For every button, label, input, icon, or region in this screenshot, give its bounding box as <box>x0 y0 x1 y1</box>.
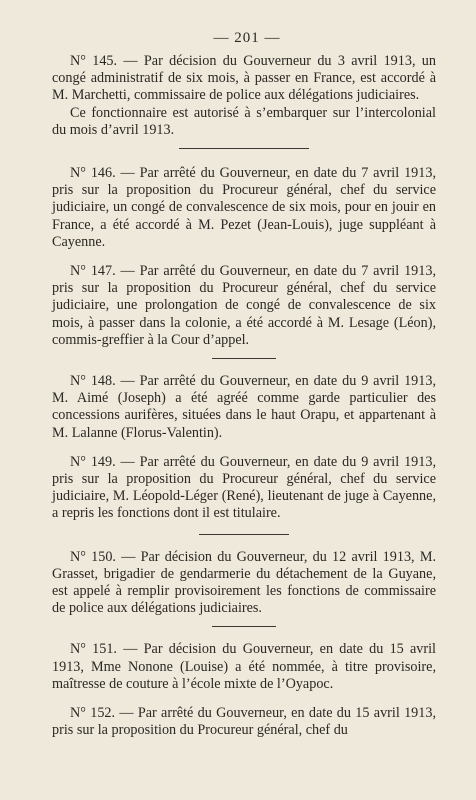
section-divider <box>212 358 276 359</box>
entry-148-paragraph: N° 148. — Par arrêté du Gouverneur, en date du 9 avril 1913, M. Aimé (Joseph) a été agréé comme garde particulier des concessions aurifères, situées dans le haut Orapu, et appartenant à M. Lalanne (Florus-Valentin). <box>52 373 436 441</box>
entry-152-paragraph: N° 152. — Par arrêté du Gouverneur, en date du 15 avril 1913, pris sur la proposition du Procureur général, chef du <box>52 705 436 739</box>
page-number: — 201 — <box>213 30 281 46</box>
entry-150-paragraph: N° 150. — Par décision du Gouverneur, du 12 avril 1913, M. Grasset, brigadier de gendarmerie du détachement de la Guyane, est appelé à remplir provisoirement les fonctions de commissaire de police aux délégations judiciaires. <box>52 548 436 617</box>
section-divider <box>179 148 309 149</box>
spacer <box>52 251 436 263</box>
entry-149-paragraph: N° 149. — Par arrêté du Gouverneur, en date du 9 avril 1913, pris sur la proposition du Procureur général, chef du service judiciaire, M. Léopold-Léger (René), lieutenant de juge à Cayenne, a repris les fonctions dont il est titulaire. <box>52 453 436 522</box>
entry-146-paragraph: N° 146. — Par arrêté du Gouverneur, en date du 7 avril 1913, pris sur la proposition du Procureur général, chef du service judiciaire, un congé de convalescence de six mois, pour en jouir en France, a été accordé à M. Pezet (Jean-Louis), juge suppléant à Cayenne. <box>52 165 436 250</box>
spacer <box>52 693 436 705</box>
entry-145-paragraph-1: N° 145. — Par décision du Gouverneur du 3 avril 1913, un congé administratif de six mois, à passer en France, est accordé à M. Marchetti, commissaire de police aux délégations judiciaires. <box>52 53 436 104</box>
spacer <box>52 442 436 454</box>
entry-151-paragraph: N° 151. — Par décision du Gouverneur, en date du 15 avril 1913, Mme Nonone (Louise) a été nommée, à titre provisoire, maîtresse de couture à l’école mixte de l’Oyapoc. <box>52 641 436 692</box>
section-divider <box>199 534 289 535</box>
entry-147-paragraph: N° 147. — Par arrêté du Gouverneur, en date du 7 avril 1913, pris sur la proposition du Procureur général, chef du service judiciaire, une prolongation de congé de convalescence de six mois, à passer dans la colonie, a été accordé à M. Lesage (Léon), commis-greffier à la Cour d’appel. <box>52 263 436 348</box>
section-divider <box>212 626 276 627</box>
entry-145-paragraph-2: Ce fonctionnaire est autorisé à s’embarquer sur l’intercolonial du mois d’avril 1913. <box>52 104 436 138</box>
